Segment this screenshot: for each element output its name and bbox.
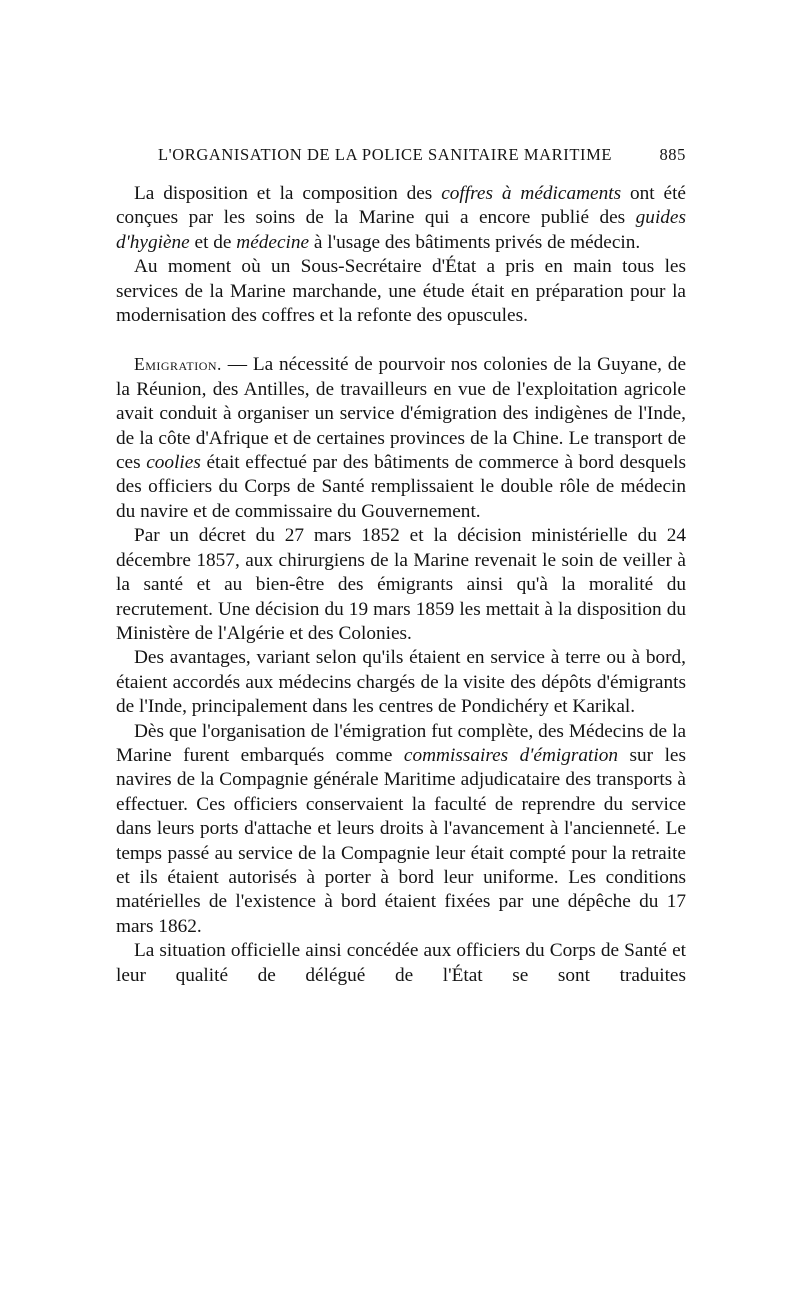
- text-run: Par un décret du 27 mars 1852 et la décision ministérielle du 24 décembre 1857, aux chirurgiens de la Marine revenait le soin de veiller à la santé et au bien-être des émigrants ainsi qu'à la moralité du recrutement. Une décision du 19 mars 1859 les mettait à la disposition du Ministère de l'Algérie et des Colonies.: [116, 525, 686, 644]
- italic-text: guides d'hygiène: [116, 207, 686, 253]
- paragraph: [116, 524, 686, 646]
- text-run: était effectué par des bâtiments de commerce à bord desquels des officiers du Corps de Santé remplissaient le double rôle de médecin du navire et de commissaire du Gouvernement.: [116, 452, 686, 522]
- running-head-title: L'ORGANISATION DE LA POLICE SANITAIRE MARITIME: [158, 145, 613, 164]
- text-run: La disposition et la composition des: [134, 183, 442, 204]
- italic-text: commissaires d'émigration: [403, 744, 619, 766]
- paragraph: [116, 182, 686, 255]
- text-run: et de: [189, 231, 237, 253]
- text-run: Des avantages, variant selon qu'ils étaient en service à terre ou à bord, étaient accordés aux médecins chargés de la visite des dépôts d'émigrants de l'Inde, principalement dans les centres de Pondichéry et Karikal.: [116, 647, 686, 718]
- italic-text: médecine: [236, 231, 310, 253]
- paragraph: [116, 255, 686, 328]
- body-text: [116, 182, 686, 988]
- text-run: Dès que l'organisation de l'émigration fut complète, des Médecins de la Marine furent embarqués comme: [116, 720, 686, 766]
- paragraph: [116, 720, 686, 940]
- text-run: Au moment où un Sous-Secrétaire d'État a pris en main tous les services de la Marine marchande, une étude était en préparation pour la modernisation des coffres et la refonte des opuscules.: [116, 256, 686, 327]
- text-run: sur les navires de la Compagnie générale Maritime adjudicataire des transports à effectuer. Ces officiers conservaient la faculté de reprendre du service dans leurs ports d'attache et leurs droits à l'avancement à l'ancienneté. Le temps passé au service de la Compagnie leur était compté pour la retraite et ils étaient autorisés à porter à bord leur uniforme. Les conditions matérielles de l'existence à bord étaient fixées par une dépêche du 17 mars 1862.: [116, 744, 686, 937]
- text-run: ont été conçues par les soins de la Marine qui a encore publié des: [116, 183, 686, 229]
- italic-text: coolies: [146, 452, 201, 474]
- section-heading: Emigration.: [134, 354, 222, 375]
- italic-text: coffres à médicaments: [441, 183, 622, 204]
- section-paragraph: [116, 352, 686, 524]
- text-run: La situation officielle ainsi concédée aux officiers du Corps de Santé et leur qualité de délégué de l'État se sont traduites: [116, 940, 686, 986]
- paragraph: [116, 939, 686, 988]
- running-head: [158, 145, 686, 167]
- paragraph: [116, 646, 686, 719]
- text-run: à l'usage des bâtiments privés de médecin.: [309, 231, 641, 253]
- page-number: 885: [659, 145, 686, 164]
- text-run: — La nécessité de pourvoir nos colonies de la Guyane, de la Réunion, des Antilles, de travailleurs en vue de l'exploitation agricole avait conduit à organiser un service d'émigration des indigènes de l'Inde, de la côte d'Afrique et de certaines provinces de la Chine. Le transport de ces: [116, 354, 686, 474]
